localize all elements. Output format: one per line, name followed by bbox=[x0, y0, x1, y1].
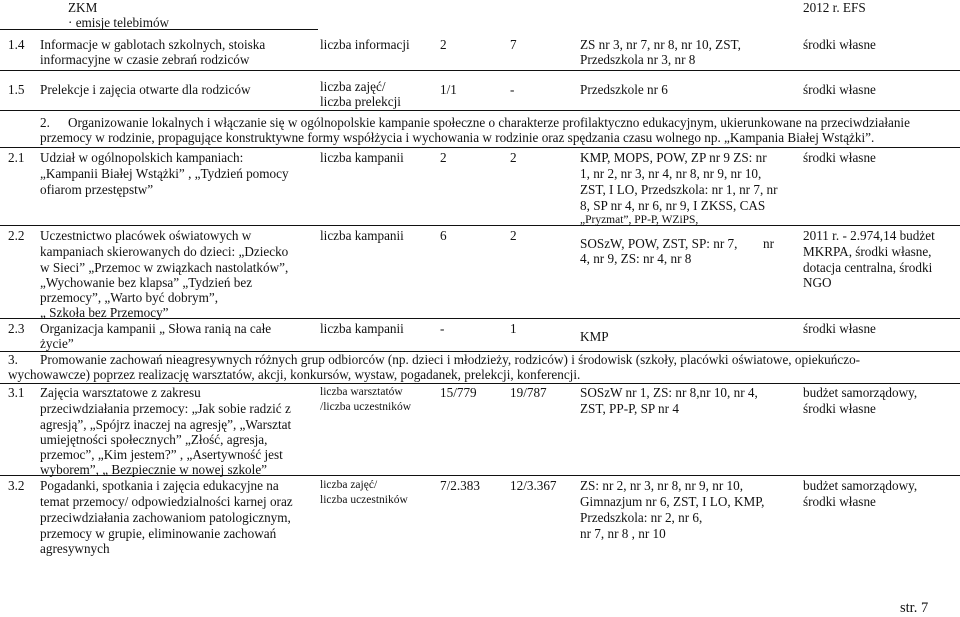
section-text: wychowawcze) poprzez realizację warsztatów, akcji, konkursów, wystaw, pogadanek, prelekcji, konferencji. bbox=[8, 367, 581, 382]
value-2: - bbox=[510, 82, 515, 97]
value-1: 7/2.383 bbox=[440, 478, 480, 493]
performers: 1, nr 2, nr 3, nr 4, nr 8, nr 9, nr 10, bbox=[580, 166, 762, 181]
funding: środki własne bbox=[803, 150, 876, 165]
row-title: w Sieci” „Przemoc w związkach nastolatków”, bbox=[40, 260, 289, 275]
performers: ZST, PP-P, SP nr 4 bbox=[580, 401, 679, 416]
performers: SOSzW, POW, ZST, SP: nr 7, bbox=[580, 236, 738, 251]
row-title: „Wychowanie bez klapsa” „Tydzień bez bbox=[40, 275, 253, 290]
indicator: liczba zajęć/ bbox=[320, 79, 386, 94]
row-title: Prelekcje i zajęcia otwarte dla rodziców bbox=[40, 82, 251, 97]
funding: środki własne bbox=[803, 401, 876, 416]
performers: SOSzW nr 1, ZS: nr 8,nr 10, nr 4, bbox=[580, 385, 758, 400]
funding: dotacja centralna, środki bbox=[803, 260, 933, 275]
section-text: Promowanie zachowań nieagresywnych różnych grup odbiorców (np. dzieci i młodzieży, rodziców) i środowisk (szkoły, placówki oświatowe, opiekuńczo- bbox=[40, 352, 861, 367]
value-2: 2 bbox=[510, 150, 517, 165]
row-title: przemocy w grupie, eliminowanie zachowań bbox=[40, 526, 277, 541]
performers: 4, nr 9, ZS: nr 4, nr 8 bbox=[580, 251, 692, 266]
row-title: Zajęcia warsztatowe z zakresu bbox=[40, 385, 201, 400]
performers: KMP bbox=[580, 329, 609, 344]
row-title: Informacje w gablotach szkolnych, stoiska bbox=[40, 37, 266, 52]
row-title: przeciwdziałania zachowaniom patologicznym, bbox=[40, 510, 291, 525]
funding: środki własne bbox=[803, 494, 876, 509]
indicator: liczba prelekcji bbox=[320, 94, 401, 109]
value-2: 1 bbox=[510, 321, 517, 336]
row-number: 3.2 bbox=[8, 478, 25, 493]
funding: środki własne bbox=[803, 321, 876, 336]
value-1: 1/1 bbox=[440, 82, 457, 97]
performers: 8, SP nr 4, nr 6, nr 9, I ZKSS, CAS bbox=[580, 198, 766, 213]
performers: nr bbox=[763, 236, 774, 251]
row-title: Udział w ogólnopolskich kampaniach: bbox=[40, 150, 244, 165]
value-1: 2 bbox=[440, 37, 447, 52]
row-title: „ Szkoła bez Przemocy” bbox=[40, 305, 169, 320]
funding: NGO bbox=[803, 275, 832, 290]
rule bbox=[0, 110, 960, 111]
funding: budżet samorządowy, bbox=[803, 478, 918, 493]
indicator: liczba zajęć/ bbox=[320, 479, 378, 491]
performers: ZS: nr 2, nr 3, nr 8, nr 9, nr 10, bbox=[580, 478, 743, 493]
value-1: 6 bbox=[440, 228, 447, 243]
section-number: 3. bbox=[8, 352, 18, 367]
rule bbox=[0, 383, 960, 384]
performers: KMP, MOPS, POW, ZP nr 9 ZS: nr bbox=[580, 150, 767, 165]
indicator: liczba informacji bbox=[320, 37, 410, 52]
performers: Przedszkola: nr 2, nr 6, bbox=[580, 510, 703, 525]
section-number: 2. bbox=[40, 115, 50, 130]
row-title: kampaniach skierowanych do dzieci: „Dziecko bbox=[40, 244, 289, 259]
row-title: przemocy”, „Warto być dobrym”, bbox=[40, 290, 218, 305]
funding: budżet samorządowy, bbox=[803, 385, 918, 400]
performers: nr 7, nr 8 , nr 10 bbox=[580, 526, 666, 541]
value-1: 15/779 bbox=[440, 385, 477, 400]
indicator: liczba kampanii bbox=[320, 150, 404, 165]
row-title: „Kampanii Białej Wstążki” , „Tydzień pomocy bbox=[40, 166, 289, 181]
row-title: Uczestnictwo placówek oświatowych w bbox=[40, 228, 252, 243]
funding: MKRPA, środki własne, bbox=[803, 244, 932, 259]
performers: Przedszkola nr 3, nr 8 bbox=[580, 52, 696, 67]
funding: środki własne bbox=[803, 37, 876, 52]
top-year: 2012 r. EFS bbox=[803, 0, 866, 15]
indicator: liczba kampanii bbox=[320, 321, 404, 336]
row-title: przeciwdziałania przemocy: „Jak sobie radzić z bbox=[40, 401, 291, 416]
top-zkm: ZKM bbox=[68, 0, 98, 15]
row-title: ofiarom przestępstw” bbox=[40, 182, 154, 197]
row-title: umiejętności społecznych” „Złość, agresja, bbox=[40, 432, 268, 447]
indicator: liczba uczestników bbox=[320, 494, 408, 506]
value-2: 2 bbox=[510, 228, 517, 243]
performers: ZS nr 3, nr 7, nr 8, nr 10, ZST, bbox=[580, 37, 741, 52]
rule bbox=[0, 147, 960, 148]
funding: 2011 r. - 2.974,14 budżet bbox=[803, 228, 935, 243]
row-title: Pogadanki, spotkania i zajęcia edukacyjne na bbox=[40, 478, 279, 493]
funding: środki własne bbox=[803, 82, 876, 97]
performers: „Pryzmat”, PP-P, WZiPS, bbox=[580, 214, 699, 226]
row-number: 1.5 bbox=[8, 82, 25, 97]
top-emisje: · emisje telebimów bbox=[68, 15, 170, 30]
performers: Przedszkole nr 6 bbox=[580, 82, 668, 97]
row-title: wyborem”, „ Bezpiecznie w nowej szkole” bbox=[40, 462, 268, 477]
value-2: 12/3.367 bbox=[510, 478, 557, 493]
page-number: str. 7 bbox=[900, 600, 929, 616]
section-text: przemocy w rodzinie, propagujące konstruktywne formy współżycia i wychowania w rodzinie oraz spędzania czasu wolnego np. „Kampania Białej Wstążki”. bbox=[40, 130, 875, 145]
row-title: życie” bbox=[40, 336, 74, 351]
value-1: - bbox=[440, 321, 445, 336]
value-2: 19/787 bbox=[510, 385, 547, 400]
performers: Gimnazjum nr 6, ZST, I LO, KMP, bbox=[580, 494, 765, 509]
section-text: Organizowanie lokalnych i włączanie się w ogólnopolskie kampanie społeczne o charakterze profilaktyczno edukacyjnym, ukierunkowane na przeciwdziałanie bbox=[68, 115, 910, 130]
rule bbox=[0, 70, 960, 71]
indicator: liczba kampanii bbox=[320, 228, 404, 243]
row-title: przemoc”, „Kim jestem?” , „Asertywność jest bbox=[40, 447, 283, 462]
row-number: 1.4 bbox=[8, 37, 25, 52]
row-title: agresją”, „Spójrz inaczej na agresję”, „Warsztat bbox=[40, 417, 292, 432]
value-2: 7 bbox=[510, 37, 517, 52]
row-number: 3.1 bbox=[8, 385, 25, 400]
row-title: Organizacja kampanii „ Słowa ranią na całe bbox=[40, 321, 272, 336]
rule bbox=[0, 225, 960, 226]
row-title: informacyjne w czasie zebrań rodziców bbox=[40, 52, 250, 67]
row-number: 2.1 bbox=[8, 150, 25, 165]
row-number: 2.3 bbox=[8, 321, 25, 336]
indicator: liczba warsztatów bbox=[320, 386, 403, 398]
indicator: /liczba uczestników bbox=[320, 401, 412, 413]
value-1: 2 bbox=[440, 150, 447, 165]
row-title: agresywnych bbox=[40, 541, 110, 556]
row-title: temat przemocy/ odpowiedzialności karnej oraz bbox=[40, 494, 293, 509]
performers: ZST, I LO, Przedszkola: nr 1, nr 7, nr bbox=[580, 182, 778, 197]
row-number: 2.2 bbox=[8, 228, 25, 243]
